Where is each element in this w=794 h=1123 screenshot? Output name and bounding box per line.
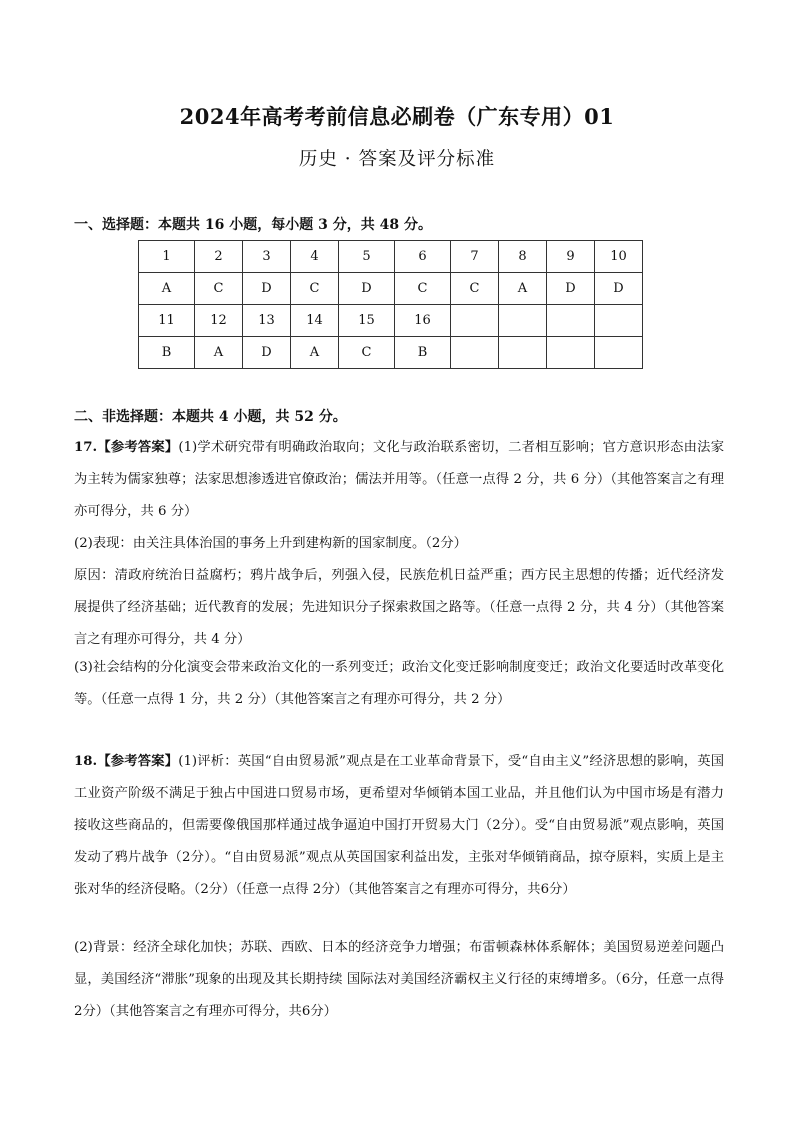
table-row	[139, 241, 643, 273]
table-row	[139, 273, 643, 305]
table-cell: A	[499, 273, 547, 305]
table-cell: 6	[395, 241, 451, 273]
table-cell: 10	[595, 241, 643, 273]
table-cell: C	[291, 273, 339, 305]
table-cell: 3	[243, 241, 291, 273]
page-title: 2024年高考考前信息必刷卷（广东专用）01	[179, 104, 615, 129]
table-cell	[499, 337, 547, 369]
table-cell	[595, 305, 643, 337]
q17-label: 17.【参考答案】	[74, 440, 179, 455]
table-row	[139, 305, 643, 337]
table-cell: 5	[339, 241, 395, 273]
table-cell	[499, 305, 547, 337]
table-cell: B	[139, 337, 195, 369]
table-cell	[451, 337, 499, 369]
table-cell: D	[595, 273, 643, 305]
table-cell: 1	[139, 241, 195, 273]
table-cell: A	[291, 337, 339, 369]
table-cell: 15	[339, 305, 395, 337]
table-cell: 16	[395, 305, 451, 337]
table-cell: A	[139, 273, 195, 305]
table-cell: D	[547, 273, 595, 305]
q17-answer-part2-reasons: 原因：清政府统治日益腐朽；鸦片战争后，列强入侵，民族危机日益严重；西方民主思想的传播；近代经济发展提供了经济基础；近代教育的发展；先进知识分子探索救国之路等。（任意一点得 2 分，共 4 分）（其他答案言之有理亦可得分，共 4 分）	[74, 568, 724, 647]
table-cell: C	[395, 273, 451, 305]
table-cell	[547, 337, 595, 369]
table-cell: 8	[499, 241, 547, 273]
q17-answer-part3: (3)社会结构的分化演变会带来政治文化的一系列变迁；政治文化变迁影响制度变迁；政治文化要适时改革变化等。（任意一点得 1 分，共 2 分）（其他答案言之有理亦可得分，共 2 分）	[74, 660, 724, 707]
table-row	[139, 337, 643, 369]
q18-answer-part2: (2)背景：经济全球化加快；苏联、西欧、日本的经济竞争力增强；布雷顿森林体系解体；美国贸易逆差问题凸显，美国经济“滞胀”现象的出现及其长期持续 国际法对美国经济霸权主义行径的束缚增多。（6分，任意一点得 2分）（其他答案言之有理亦可得分，共6分）	[74, 940, 724, 1019]
table-cell: 4	[291, 241, 339, 273]
table-cell: 9	[547, 241, 595, 273]
table-cell: C	[339, 337, 395, 369]
table-cell: C	[451, 273, 499, 305]
table-cell	[547, 305, 595, 337]
q18-part1-text: (1)评析：英国“自由贸易派”观点是在工业革命背景下，受“自由主义”经济思想的影响，英国工业资产阶级不满足于独占中国进口贸易市场，更希望对华倾销本国工业品，并且他们认为中国市场是有潜力接收这些商品的，但需要像俄国那样通过战争逼迫中国打开贸易大门（2分）。受“自由贸易派”观点影响，英国发动了鸦片战争（2分）。“自由贸易派”观点从英国国家利益出发，主张对华倾销商品，掠夺原料，实质上是主张对华的经济侵略。（2分）（任意一点得 2分）（其他答案言之有理亦可得分，共6分）	[74, 754, 725, 897]
table-cell: 7	[451, 241, 499, 273]
table-cell: D	[339, 273, 395, 305]
table-cell: B	[395, 337, 451, 369]
table-cell: A	[195, 337, 243, 369]
table-cell: D	[243, 337, 291, 369]
table-cell	[451, 305, 499, 337]
section2-heading: 二、非选择题：本题共 4 小题，共 52 分。	[74, 409, 347, 425]
table-cell	[595, 337, 643, 369]
q17-part1-text: (1)学术研究带有明确政治取向；文化与政治联系密切，二者相互影响；官方意识形态由法家为主转为儒家独尊；法家思想渗透进官僚政治；儒法并用等。（任意一点得 2 分，共 6 分）（其他答案言之有理亦可得分，共 6 分）	[74, 440, 724, 519]
table-cell: 14	[291, 305, 339, 337]
section1-heading: 一、选择题：本题共 16 小题，每小题 3 分，共 48 分。	[74, 217, 432, 233]
q18-answer-part1	[74, 746, 724, 906]
q17-answer-part2: (2)表现：由关注具体治国的事务上升到建构新的国家制度。（2分）	[74, 536, 467, 551]
table-cell: 12	[195, 305, 243, 337]
table-cell: 2	[195, 241, 243, 273]
q17-answer-part1	[74, 432, 724, 528]
table-cell: D	[243, 273, 291, 305]
answer-table	[138, 240, 643, 369]
table-cell: 13	[243, 305, 291, 337]
q18-label: 18.【参考答案】	[74, 754, 179, 769]
page-subtitle: 历史 · 答案及评分标准	[298, 149, 496, 170]
table-cell: 11	[139, 305, 195, 337]
table-cell: C	[195, 273, 243, 305]
